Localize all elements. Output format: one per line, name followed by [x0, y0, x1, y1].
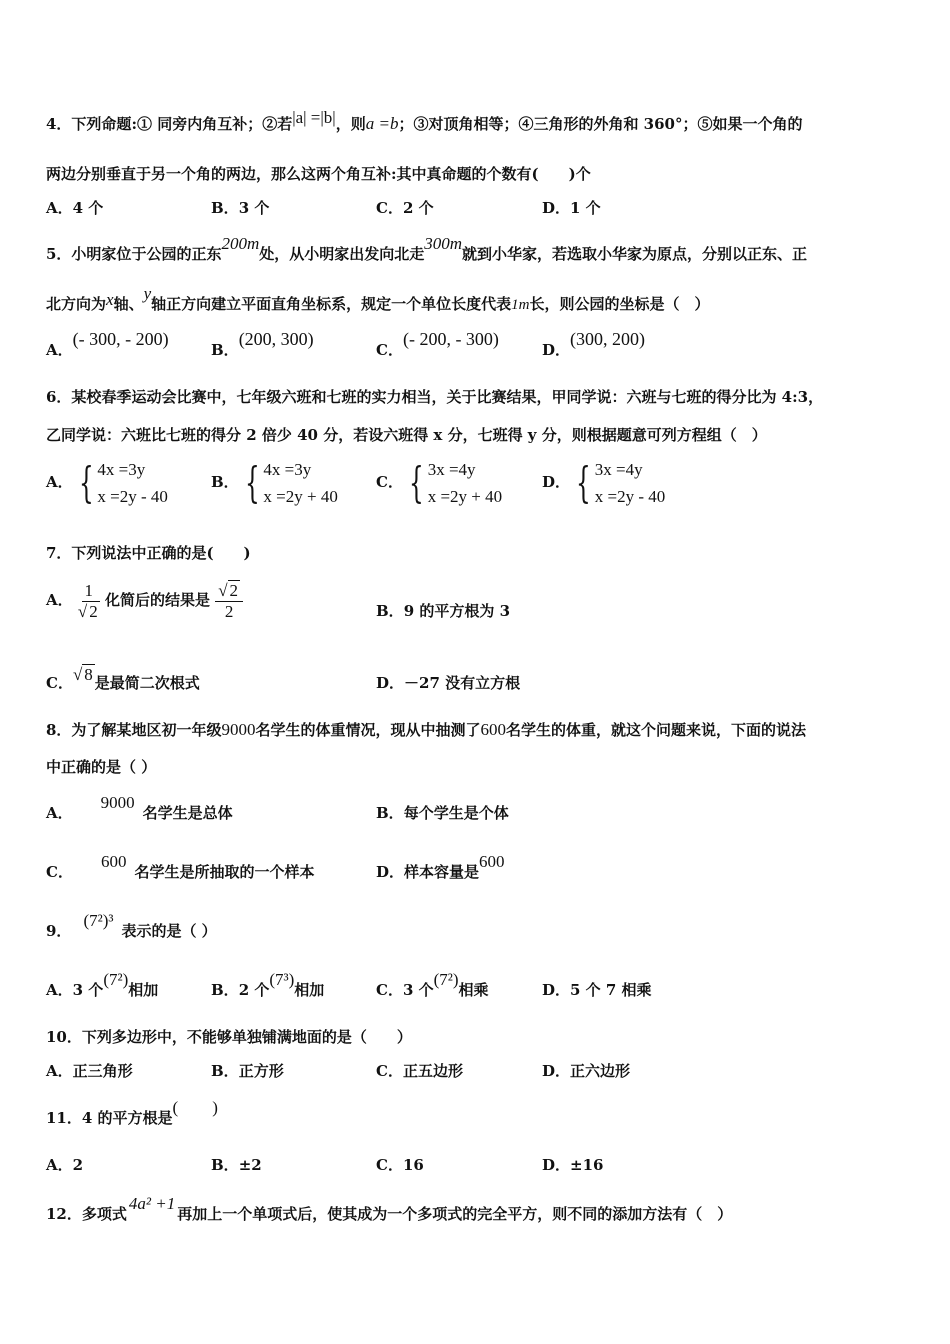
q8-line1: 8．为了解某地区初一年级9000名学生的体重情况，现从中抽测了600名学生的体重，就这个问题来说，下面的说法 [46, 720, 806, 739]
q10-option-a[interactable]: A．正三角形 [46, 1062, 133, 1080]
q6-line2: 乙同学说：六班比七班的得分 2 倍少 40 分，若设六班得 x 分，七班得 y 分，则根据题意可列方程组（ ） [46, 426, 767, 444]
q4-option-b[interactable]: B．3 个 [211, 199, 270, 217]
q9-option-c[interactable]: C．3 个(7²)相乘 [376, 970, 489, 999]
q10-option-d[interactable]: D．正六边形 [542, 1062, 631, 1080]
q4-option-c[interactable]: C．2 个 [376, 199, 434, 217]
q5-option-c[interactable]: C．(- 200, - 300) [376, 329, 499, 359]
q11-option-d[interactable]: D．±16 [542, 1156, 604, 1174]
q5-option-b[interactable]: B．(200, 300) [211, 329, 314, 359]
q12-stem: 12．多项式4a² +1再加上一个单项式后，使其成为一个多项式的完全平方，则不同的添加方法有（ ） [46, 1194, 733, 1223]
q7-option-b[interactable]: B．9 的平方根为 3 [376, 602, 511, 620]
q7-a-result-fraction: $\frac{√ 2}{2}$ [215, 581, 243, 622]
q9-option-b[interactable]: B．2 个(7³)相加 [211, 970, 325, 999]
q9-stem: 9．(7²)³表示的是（ ） [46, 911, 217, 940]
q10-option-b[interactable]: B．正方形 [211, 1062, 284, 1080]
q10-option-c[interactable]: C．正五边形 [376, 1062, 463, 1080]
q6-line1: 6．某校春季运动会比赛中，七年级六班和七班的实力相当，关于比赛结果，甲同学说：六班与七班的得分比为 4:3， [46, 388, 824, 406]
q8-option-c[interactable]: C．600名学生是所抽取的一个样本 [46, 852, 315, 881]
q7-option-d[interactable]: D．－27 没有立方根 [376, 674, 521, 692]
q6-option-b[interactable]: B． { 4x =3y x =2y + 40 [211, 458, 338, 507]
q8-option-a[interactable]: A．9000名学生是总体 [46, 793, 233, 822]
q7-stem: 7．下列说法中正确的是( ) [46, 544, 251, 562]
q4-option-d[interactable]: D．1 个 [542, 199, 601, 217]
q7-option-c[interactable]: C．√ 8 是最简二次根式 [46, 665, 200, 692]
q4-line2: 两边分别垂直于另一个角的两边，那么这两个角互补:其中真命题的个数有( )个 [46, 165, 591, 183]
q8-option-d[interactable]: D．样本容量是600 [376, 852, 505, 881]
q9-option-a[interactable]: A．3 个(7²)相加 [46, 970, 159, 999]
q6-option-d[interactable]: D． { 3x =4y x =2y - 40 [542, 458, 666, 507]
q8-option-b[interactable]: B．每个学生是个体 [376, 804, 509, 822]
q11-option-c[interactable]: C．16 [376, 1156, 424, 1174]
q5-300m-math: 300m [424, 234, 463, 253]
q5-line1: 5．小明家位于公园的正东200m处，从小明家出发向北走300m就到小华家，若选取小华家为原点，分别以正东、正 [46, 234, 808, 263]
q9-option-d[interactable]: D．5 个 7 相乘 [542, 981, 652, 999]
q8-line2: 中正确的是（ ） [46, 758, 157, 776]
q4-ab-math: a =b [365, 114, 399, 133]
q10-stem: 10．下列多边形中，不能够单独铺满地面的是（ ） [46, 1028, 412, 1046]
q4-abs-math: |a| =|b| [292, 108, 336, 127]
q6-option-a[interactable]: A． { 4x =3y x =2y - 40 [46, 458, 168, 507]
q11-stem: 11．4 的平方根是( ) [46, 1098, 218, 1127]
q4-option-a[interactable]: A．4 个 [46, 199, 104, 217]
q5-line2: 北方向为x轴、y轴正方向建立平面直角坐标系，规定一个单位长度代表1m长，则公园的坐标是（ ） [46, 284, 710, 313]
q5-option-a[interactable]: A．(- 300, - 200) [46, 329, 169, 359]
q6-option-c[interactable]: C． { 3x =4y x =2y + 40 [376, 458, 503, 507]
q5-option-d[interactable]: D．(300, 200) [542, 329, 646, 359]
q7-option-a[interactable]: A． $\frac{1}{√ 2}$ 化简后的结果是 $\frac{√ 2}{2}$ [46, 578, 243, 622]
q7-a-fraction: $\frac{1}{√ 2}$ [77, 580, 98, 621]
q4-line1: 4．下列命题:① 同旁内角互补；②若|a| =|b|，则a =b；③对顶角相等；④三角形的外角和 360°；⑤如果一个角的 [46, 108, 803, 133]
q5-200m-math: 200m [221, 234, 260, 253]
q11-option-a[interactable]: A．2 [46, 1156, 84, 1174]
q11-option-b[interactable]: B．±2 [211, 1156, 262, 1174]
